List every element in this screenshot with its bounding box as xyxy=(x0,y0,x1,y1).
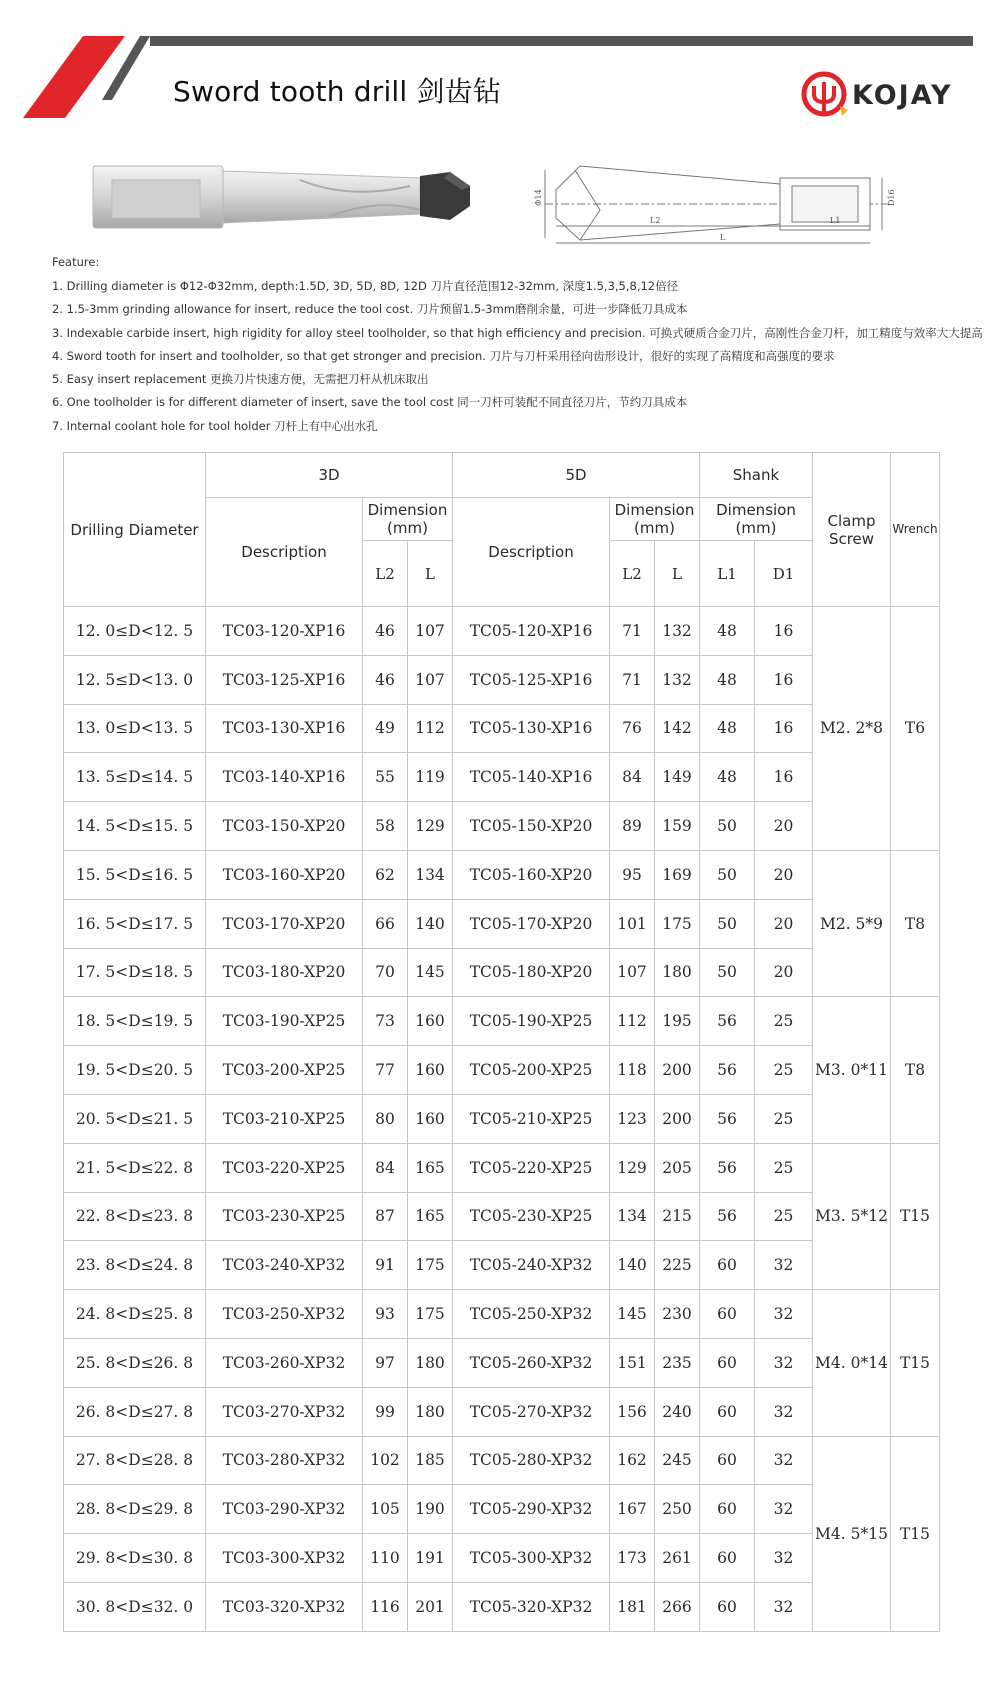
l1-cell: 60 xyxy=(700,1436,755,1485)
l-3d-cell: 191 xyxy=(408,1534,453,1583)
l2-5d-cell: 156 xyxy=(610,1387,655,1436)
description-5d-cell: TC05-120-XP16 xyxy=(453,607,610,656)
diameter-range-cell: 14. 5<D≤15. 5 xyxy=(64,802,206,851)
description-3d-cell: TC03-250-XP32 xyxy=(206,1290,363,1339)
l-5d-cell: 240 xyxy=(655,1387,700,1436)
table-row xyxy=(64,1436,940,1485)
l1-cell: 56 xyxy=(700,1094,755,1143)
l2-3d-cell: 102 xyxy=(363,1436,408,1485)
description-3d-cell: TC03-230-XP25 xyxy=(206,1192,363,1241)
l2-3d-cell: 91 xyxy=(363,1241,408,1290)
l2-5d-cell: 71 xyxy=(610,655,655,704)
kojay-logo xyxy=(800,66,980,122)
description-3d-cell: TC03-160-XP20 xyxy=(206,850,363,899)
description-3d-cell: TC03-140-XP16 xyxy=(206,753,363,802)
l2-5d-cell: 145 xyxy=(610,1290,655,1339)
description-5d-cell: TC05-170-XP20 xyxy=(453,899,610,948)
description-5d-cell: TC05-130-XP16 xyxy=(453,704,610,753)
description-3d-cell: TC03-280-XP32 xyxy=(206,1436,363,1485)
l-3d-cell: 201 xyxy=(408,1582,453,1631)
description-5d-cell: TC05-320-XP32 xyxy=(453,1582,610,1631)
l1-cell: 56 xyxy=(700,1192,755,1241)
description-3d-cell: TC03-300-XP32 xyxy=(206,1534,363,1583)
header-wrench: Wrench xyxy=(891,453,940,607)
feature-item: 2. 1.5-3mm grinding allowance for insert, reduce the tool cost. 刀片预留1.5-3mm磨削余量，可进一步降低刀具成本 xyxy=(52,302,688,317)
table-row xyxy=(64,948,940,997)
l2-5d-cell: 107 xyxy=(610,948,655,997)
table-row xyxy=(64,802,940,851)
l2-5d-cell: 167 xyxy=(610,1485,655,1534)
description-5d-cell: TC05-260-XP32 xyxy=(453,1338,610,1387)
l2-5d-cell: 123 xyxy=(610,1094,655,1143)
l1-cell: 50 xyxy=(700,850,755,899)
diameter-range-cell: 21. 5<D≤22. 8 xyxy=(64,1143,206,1192)
diameter-range-cell: 15. 5<D≤16. 5 xyxy=(64,850,206,899)
header-l2-3d: L2 xyxy=(363,541,408,607)
l2-3d-cell: 99 xyxy=(363,1387,408,1436)
description-5d-cell: TC05-270-XP32 xyxy=(453,1387,610,1436)
feature-item: 4. Sword tooth for insert and toolholder, so that get stronger and precision. 刀片与刀杆采用径向齿形设计，很好的实现了高精度和高强度的要求 xyxy=(52,348,835,363)
l1-cell: 60 xyxy=(700,1534,755,1583)
clamp-screw-cell: M3. 5*12 xyxy=(813,1143,891,1289)
feature-item: 5. Easy insert replacement 更换刀片快速方便，无需把刀杆从机床取出 xyxy=(52,372,429,387)
l2-3d-cell: 84 xyxy=(363,1143,408,1192)
l1-cell: 48 xyxy=(700,607,755,656)
l-5d-cell: 261 xyxy=(655,1534,700,1583)
l1-cell: 48 xyxy=(700,753,755,802)
table-row xyxy=(64,704,940,753)
description-3d-cell: TC03-170-XP20 xyxy=(206,899,363,948)
l-5d-cell: 200 xyxy=(655,1094,700,1143)
l2-5d-cell: 89 xyxy=(610,802,655,851)
d1-cell: 32 xyxy=(755,1387,813,1436)
l-3d-cell: 185 xyxy=(408,1436,453,1485)
clamp-screw-cell: M2. 5*9 xyxy=(813,850,891,996)
l-5d-cell: 149 xyxy=(655,753,700,802)
l-5d-cell: 245 xyxy=(655,1436,700,1485)
header-group-5d: 5D xyxy=(453,453,700,498)
description-3d-cell: TC03-290-XP32 xyxy=(206,1485,363,1534)
description-3d-cell: TC03-240-XP32 xyxy=(206,1241,363,1290)
l2-3d-cell: 55 xyxy=(363,753,408,802)
diameter-range-cell: 20. 5<D≤21. 5 xyxy=(64,1094,206,1143)
l2-3d-cell: 87 xyxy=(363,1192,408,1241)
description-3d-cell: TC03-125-XP16 xyxy=(206,655,363,704)
d1-cell: 25 xyxy=(755,997,813,1046)
diameter-range-cell: 13. 5≤D≤14. 5 xyxy=(64,753,206,802)
l-3d-cell: 107 xyxy=(408,607,453,656)
clamp-screw-cell: M2. 2*8 xyxy=(813,607,891,851)
description-5d-cell: TC05-180-XP20 xyxy=(453,948,610,997)
wrench-cell: T6 xyxy=(891,607,940,851)
l-5d-cell: 159 xyxy=(655,802,700,851)
l2-5d-cell: 101 xyxy=(610,899,655,948)
diameter-range-cell: 12. 5≤D<13. 0 xyxy=(64,655,206,704)
logo-mark-icon xyxy=(800,70,850,120)
page-header xyxy=(0,0,1000,130)
header-dimension-3d: Dimension (mm) xyxy=(363,498,453,541)
l-5d-cell: 225 xyxy=(655,1241,700,1290)
spec-table-body xyxy=(64,607,940,1632)
l-3d-cell: 107 xyxy=(408,655,453,704)
logo-wordmark: KOJAY xyxy=(852,80,953,111)
description-5d-cell: TC05-125-XP16 xyxy=(453,655,610,704)
header-l2-5d: L2 xyxy=(610,541,655,607)
l2-3d-cell: 66 xyxy=(363,899,408,948)
l-5d-cell: 180 xyxy=(655,948,700,997)
l2-3d-cell: 80 xyxy=(363,1094,408,1143)
table-row xyxy=(64,899,940,948)
l-3d-cell: 175 xyxy=(408,1290,453,1339)
l-3d-cell: 190 xyxy=(408,1485,453,1534)
d1-cell: 20 xyxy=(755,899,813,948)
description-5d-cell: TC05-230-XP25 xyxy=(453,1192,610,1241)
l2-3d-cell: 97 xyxy=(363,1338,408,1387)
l-3d-cell: 119 xyxy=(408,753,453,802)
l-3d-cell: 165 xyxy=(408,1192,453,1241)
feature-item: 3. Indexable carbide insert, high rigidity for alloy steel toolholder, so that high efficiency and precision. 可换式硬质合金刀片，高刚性合金刀杆，加工精度与效率大大提高 xyxy=(52,325,983,340)
l-3d-cell: 160 xyxy=(408,1094,453,1143)
l-3d-cell: 140 xyxy=(408,899,453,948)
table-row xyxy=(64,655,940,704)
d1-cell: 20 xyxy=(755,802,813,851)
dim-label-l2: L2 xyxy=(650,216,661,225)
d1-cell: 32 xyxy=(755,1241,813,1290)
l-3d-cell: 160 xyxy=(408,997,453,1046)
dim-label-diameter: Φ14 xyxy=(534,189,543,206)
l2-3d-cell: 70 xyxy=(363,948,408,997)
description-5d-cell: TC05-300-XP32 xyxy=(453,1534,610,1583)
diameter-range-cell: 13. 0≤D<13. 5 xyxy=(64,704,206,753)
header-description-5d: Description xyxy=(453,498,610,607)
description-5d-cell: TC05-220-XP25 xyxy=(453,1143,610,1192)
l-3d-cell: 175 xyxy=(408,1241,453,1290)
description-5d-cell: TC05-200-XP25 xyxy=(453,1046,610,1095)
l2-5d-cell: 162 xyxy=(610,1436,655,1485)
red-slash-shape xyxy=(23,36,125,118)
l1-cell: 50 xyxy=(700,899,755,948)
l1-cell: 60 xyxy=(700,1241,755,1290)
diameter-range-cell: 30. 8<D≤32. 0 xyxy=(64,1582,206,1631)
description-3d-cell: TC03-260-XP32 xyxy=(206,1338,363,1387)
dim-label-l: L xyxy=(720,233,726,242)
l2-5d-cell: 151 xyxy=(610,1338,655,1387)
diameter-range-cell: 24. 8<D≤25. 8 xyxy=(64,1290,206,1339)
l-5d-cell: 215 xyxy=(655,1192,700,1241)
l2-5d-cell: 95 xyxy=(610,850,655,899)
table-row xyxy=(64,1387,940,1436)
l-5d-cell: 175 xyxy=(655,899,700,948)
description-3d-cell: TC03-200-XP25 xyxy=(206,1046,363,1095)
header-dimension-5d: Dimension (mm) xyxy=(610,498,700,541)
description-5d-cell: TC05-290-XP32 xyxy=(453,1485,610,1534)
header-description-3d: Description xyxy=(206,498,363,607)
l-3d-cell: 160 xyxy=(408,1046,453,1095)
l-5d-cell: 205 xyxy=(655,1143,700,1192)
table-row xyxy=(64,607,940,656)
d1-cell: 32 xyxy=(755,1436,813,1485)
l-3d-cell: 180 xyxy=(408,1338,453,1387)
l-3d-cell: 129 xyxy=(408,802,453,851)
l2-5d-cell: 181 xyxy=(610,1582,655,1631)
l1-cell: 48 xyxy=(700,704,755,753)
l2-5d-cell: 84 xyxy=(610,753,655,802)
description-3d-cell: TC03-120-XP16 xyxy=(206,607,363,656)
diameter-range-cell: 25. 8<D≤26. 8 xyxy=(64,1338,206,1387)
diameter-range-cell: 23. 8<D≤24. 8 xyxy=(64,1241,206,1290)
d1-cell: 16 xyxy=(755,704,813,753)
l1-cell: 60 xyxy=(700,1485,755,1534)
l2-3d-cell: 62 xyxy=(363,850,408,899)
wrench-cell: T15 xyxy=(891,1436,940,1631)
l2-5d-cell: 76 xyxy=(610,704,655,753)
dim-label-l1: L1 xyxy=(830,216,841,225)
feature-item: 7. Internal coolant hole for tool holder 刀杆上有中心出水孔 xyxy=(52,418,378,433)
table-row xyxy=(64,1534,940,1583)
d1-cell: 25 xyxy=(755,1143,813,1192)
table-row xyxy=(64,850,940,899)
drill-photo-and-drawing xyxy=(0,140,1000,255)
diameter-range-cell: 29. 8<D≤30. 8 xyxy=(64,1534,206,1583)
l2-5d-cell: 118 xyxy=(610,1046,655,1095)
l-3d-cell: 180 xyxy=(408,1387,453,1436)
technical-drawing xyxy=(545,166,890,243)
product-images xyxy=(0,140,1000,255)
feature-item: 1. Drilling diameter is Φ12-Φ32mm, depth:1.5D, 3D, 5D, 8D, 12D 刀片直径范围12-32mm, 深度1.5,3,5,8,12倍径 xyxy=(52,279,679,293)
description-5d-cell: TC05-140-XP16 xyxy=(453,753,610,802)
l-3d-cell: 112 xyxy=(408,704,453,753)
l2-3d-cell: 116 xyxy=(363,1582,408,1631)
l2-3d-cell: 105 xyxy=(363,1485,408,1534)
l1-cell: 56 xyxy=(700,997,755,1046)
table-row xyxy=(64,1143,940,1192)
l-5d-cell: 250 xyxy=(655,1485,700,1534)
table-row xyxy=(64,1290,940,1339)
diameter-range-cell: 16. 5<D≤17. 5 xyxy=(64,899,206,948)
l2-5d-cell: 71 xyxy=(610,607,655,656)
l1-cell: 60 xyxy=(700,1582,755,1631)
header-l1: L1 xyxy=(700,541,755,607)
l1-cell: 56 xyxy=(700,1046,755,1095)
d1-cell: 16 xyxy=(755,753,813,802)
clamp-screw-cell: M4. 5*15 xyxy=(813,1436,891,1631)
d1-cell: 16 xyxy=(755,655,813,704)
l2-3d-cell: 46 xyxy=(363,655,408,704)
l2-3d-cell: 49 xyxy=(363,704,408,753)
table-row xyxy=(64,1582,940,1631)
diameter-range-cell: 28. 8<D≤29. 8 xyxy=(64,1485,206,1534)
l-3d-cell: 145 xyxy=(408,948,453,997)
description-5d-cell: TC05-150-XP20 xyxy=(453,802,610,851)
l2-5d-cell: 140 xyxy=(610,1241,655,1290)
wrench-cell: T15 xyxy=(891,1143,940,1289)
feature-list xyxy=(52,255,982,438)
l1-cell: 50 xyxy=(700,802,755,851)
description-3d-cell: TC03-320-XP32 xyxy=(206,1582,363,1631)
header-gray-bar xyxy=(150,36,973,46)
wrench-cell: T8 xyxy=(891,850,940,996)
d1-cell: 20 xyxy=(755,948,813,997)
feature-title: Feature: xyxy=(52,255,100,269)
l2-3d-cell: 46 xyxy=(363,607,408,656)
l2-3d-cell: 58 xyxy=(363,802,408,851)
table-row xyxy=(64,1241,940,1290)
header-d1: D1 xyxy=(755,541,813,607)
d1-cell: 16 xyxy=(755,607,813,656)
wrench-cell: T15 xyxy=(891,1290,940,1436)
l-5d-cell: 195 xyxy=(655,997,700,1046)
diameter-range-cell: 26. 8<D≤27. 8 xyxy=(64,1387,206,1436)
description-5d-cell: TC05-250-XP32 xyxy=(453,1290,610,1339)
header-shank: Shank xyxy=(700,453,813,498)
dim-label-d1: D16 xyxy=(887,189,896,206)
l-5d-cell: 235 xyxy=(655,1338,700,1387)
description-3d-cell: TC03-150-XP20 xyxy=(206,802,363,851)
description-5d-cell: TC05-190-XP25 xyxy=(453,997,610,1046)
spec-table xyxy=(63,452,940,1632)
l2-3d-cell: 93 xyxy=(363,1290,408,1339)
table-row xyxy=(64,1046,940,1095)
description-5d-cell: TC05-280-XP32 xyxy=(453,1436,610,1485)
d1-cell: 25 xyxy=(755,1192,813,1241)
l1-cell: 50 xyxy=(700,948,755,997)
l2-5d-cell: 112 xyxy=(610,997,655,1046)
description-3d-cell: TC03-220-XP25 xyxy=(206,1143,363,1192)
l2-5d-cell: 173 xyxy=(610,1534,655,1583)
l1-cell: 60 xyxy=(700,1338,755,1387)
table-row xyxy=(64,1485,940,1534)
l-5d-cell: 142 xyxy=(655,704,700,753)
header-group-3d: 3D xyxy=(206,453,453,498)
d1-cell: 20 xyxy=(755,850,813,899)
diameter-range-cell: 27. 8<D≤28. 8 xyxy=(64,1436,206,1485)
wrench-cell: T8 xyxy=(891,997,940,1143)
l2-3d-cell: 73 xyxy=(363,997,408,1046)
d1-cell: 25 xyxy=(755,1094,813,1143)
description-3d-cell: TC03-270-XP32 xyxy=(206,1387,363,1436)
diameter-range-cell: 18. 5<D≤19. 5 xyxy=(64,997,206,1046)
description-3d-cell: TC03-190-XP25 xyxy=(206,997,363,1046)
description-3d-cell: TC03-180-XP20 xyxy=(206,948,363,997)
table-row xyxy=(64,1192,940,1241)
drill-photo xyxy=(93,166,470,228)
d1-cell: 32 xyxy=(755,1290,813,1339)
d1-cell: 32 xyxy=(755,1485,813,1534)
table-row xyxy=(64,1338,940,1387)
l-3d-cell: 165 xyxy=(408,1143,453,1192)
header-drilling-diameter: Drilling Diameter xyxy=(64,453,206,607)
l-3d-cell: 134 xyxy=(408,850,453,899)
d1-cell: 32 xyxy=(755,1582,813,1631)
l-5d-cell: 132 xyxy=(655,607,700,656)
header-dimension-shank: Dimension (mm) xyxy=(700,498,813,541)
l-5d-cell: 132 xyxy=(655,655,700,704)
l2-5d-cell: 134 xyxy=(610,1192,655,1241)
l-5d-cell: 266 xyxy=(655,1582,700,1631)
header-l-5d: L xyxy=(655,541,700,607)
diameter-range-cell: 17. 5<D≤18. 5 xyxy=(64,948,206,997)
feature-item: 6. One toolholder is for different diameter of insert, save the tool cost 同一刀杆可装配不同直径刀片，节约刀具成本 xyxy=(52,395,688,410)
description-5d-cell: TC05-160-XP20 xyxy=(453,850,610,899)
table-row xyxy=(64,1094,940,1143)
page-title: Sword tooth drill 剑齿钻 xyxy=(173,75,502,108)
d1-cell: 32 xyxy=(755,1338,813,1387)
l1-cell: 48 xyxy=(700,655,755,704)
l-5d-cell: 230 xyxy=(655,1290,700,1339)
l-5d-cell: 200 xyxy=(655,1046,700,1095)
description-5d-cell: TC05-210-XP25 xyxy=(453,1094,610,1143)
diameter-range-cell: 19. 5<D≤20. 5 xyxy=(64,1046,206,1095)
d1-cell: 32 xyxy=(755,1534,813,1583)
description-5d-cell: TC05-240-XP32 xyxy=(453,1241,610,1290)
header-clamp-screw: Clamp Screw xyxy=(813,453,891,607)
l2-5d-cell: 129 xyxy=(610,1143,655,1192)
diameter-range-cell: 22. 8<D≤23. 8 xyxy=(64,1192,206,1241)
l1-cell: 56 xyxy=(700,1143,755,1192)
l1-cell: 60 xyxy=(700,1290,755,1339)
table-row xyxy=(64,997,940,1046)
clamp-screw-cell: M3. 0*11 xyxy=(813,997,891,1143)
table-row xyxy=(64,753,940,802)
l2-3d-cell: 77 xyxy=(363,1046,408,1095)
description-3d-cell: TC03-210-XP25 xyxy=(206,1094,363,1143)
d1-cell: 25 xyxy=(755,1046,813,1095)
description-3d-cell: TC03-130-XP16 xyxy=(206,704,363,753)
l2-3d-cell: 110 xyxy=(363,1534,408,1583)
l-5d-cell: 169 xyxy=(655,850,700,899)
diameter-range-cell: 12. 0≤D<12. 5 xyxy=(64,607,206,656)
clamp-screw-cell: M4. 0*14 xyxy=(813,1290,891,1436)
header-l-3d: L xyxy=(408,541,453,607)
l1-cell: 60 xyxy=(700,1387,755,1436)
